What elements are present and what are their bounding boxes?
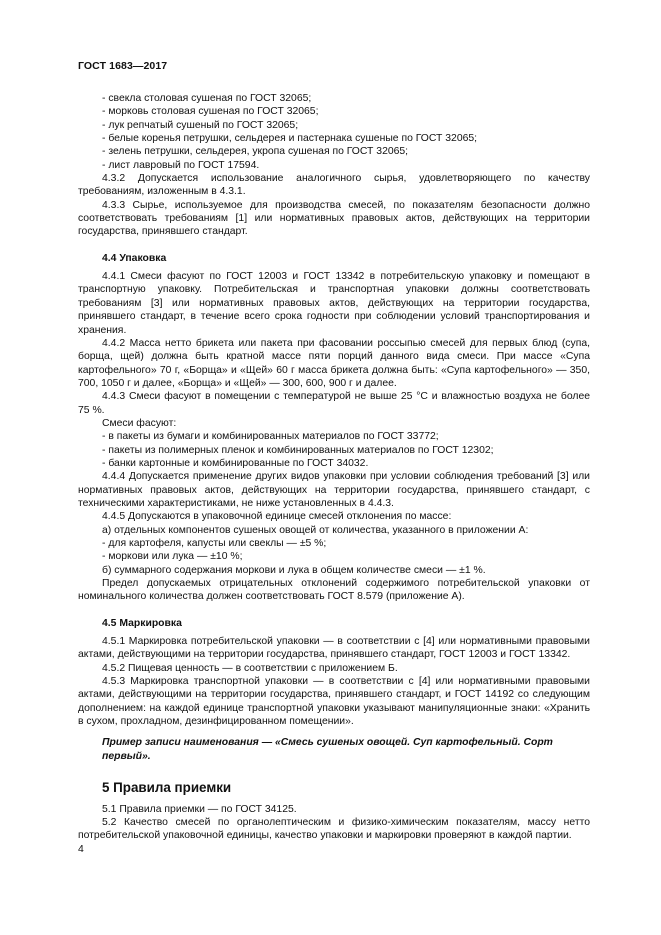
section-heading-4-5: 4.5 Маркировка xyxy=(102,617,182,629)
clause-5-1: 5.1 Правила приемки — по ГОСТ 34125. xyxy=(102,803,297,815)
list-item: - в пакеты из бумаги и комбинированных материалов по ГОСТ 33772; xyxy=(102,431,439,443)
clause-4-4-1: 4.4.1 Смеси фасуют по ГОСТ 12003 и ГОСТ 13342 в потребительскую упаковку и помещают в транспортную упаковку. Потребительская и транспортная упаковки должны соответствовать требованиям [3] или нормативных правовых актов, действующих на территории государства, принявшего стандарт, в течение всего срока годности при соблюдении условий транспортирования и хранения. xyxy=(78,271,590,336)
list-item: - морковь столовая сушеная по ГОСТ 32065; xyxy=(102,106,319,118)
running-header: ГОСТ 1683—2017 xyxy=(78,60,168,72)
paragraph: Смеси фасуют: xyxy=(102,417,177,429)
clause-4-3-2: 4.3.2 Допускается использование аналогичного сырья, удовлетворяющего по качеству требованиям, изложенным в 4.3.1. xyxy=(78,173,590,198)
list-item: - банки картонные и комбинированные по ГОСТ 34032. xyxy=(102,457,369,469)
list-item: - зелень петрушки, сельдерея, укропа сушеная по ГОСТ 32065; xyxy=(102,146,409,158)
clause-4-4-2: 4.4.2 Масса нетто брикета или пакета при фасовании россыпью смесей для первых блюд (супа, борща, щей) должна быть кратной массе пяти порций данного вида смеси. При массе «Супа картофельного» 70 г, «Борща» и «Щей» 60 г масса брикета должна быть: «Супа картофельного» — 350, 700, 1050 г и далее, «Борща» и «Щей» — 300, 600, 900 г и далее. xyxy=(78,337,590,389)
list-item: - белые коренья петрушки, сельдерея и пастернака сушеные по ГОСТ 32065; xyxy=(102,133,478,145)
list-item: - свекла столовая сушеная по ГОСТ 32065; xyxy=(102,93,312,104)
example-note: Пример записи наименования — «Смесь сушеных овощей. Суп картофельный. Сорт первый». xyxy=(102,737,553,762)
clause-5-2: 5.2 Качество смесей по органолептическим и физико-химическим показателям, массу нетто потребительской упаковочной единицы, качество упаковки и маркировки проверяют в каждой партии. xyxy=(78,816,590,842)
clause-4-4-4: 4.4.4 Допускается применение других видов упаковки при условии соблюдения требований [3] или нормативных правовых актов, действующих на территории государства, принявшего стандарт, с техническими характеристиками, не ниже установленных в 4.4.3. xyxy=(78,471,590,509)
clause-4-3-3: 4.3.3 Сырье, используемое для производства смесей, по показателям безопасности должно соответствовать требованиям [1] или нормативных правовых актов, действующих на территории государства, принявшего стандарт. xyxy=(78,199,590,238)
document-body xyxy=(78,92,590,843)
list-item: - лист лавровый по ГОСТ 17594. xyxy=(102,159,260,171)
clause-4-5-1: 4.5.1 Маркировка потребительской упаковки — в соответствии с [4] или нормативными правовыми актами, действующими на территории государства, принявшего стандарт, ГОСТ 12003 и ГОСТ 13342. xyxy=(78,636,590,661)
list-item: - лук репчатый сушеный по ГОСТ 32065; xyxy=(102,119,299,131)
section-heading-4-4: 4.4 Упаковка xyxy=(102,252,167,264)
list-item: а) отдельных компонентов сушеных овощей от количества, указанного в приложении А: xyxy=(102,524,529,536)
paragraph: Предел допускаемых отрицательных отклонений содержимого потребительской упаковки от номинального количества должен соответствовать ГОСТ 8.579 (приложение А). xyxy=(78,578,590,603)
list-item: - для картофеля, капусты или свеклы — ±5 %; xyxy=(102,538,327,549)
clause-4-5-2: 4.5.2 Пищевая ценность — в соответствии с приложением Б. xyxy=(102,662,398,674)
clause-4-4-3: 4.4.3 Смеси фасуют в помещении с температурой не выше 25 °С и влажностью воздуха не более 75 %. xyxy=(78,391,590,416)
page-number: 4 xyxy=(78,844,84,855)
section-heading-5: 5 Правила приемки xyxy=(102,780,232,796)
list-item: - моркови или лука — ±10 %; xyxy=(102,551,243,563)
clause-4-5-3: 4.5.3 Маркировка транспортной упаковки — в соответствии с [4] или нормативными правовыми актами, действующими на территории государства, принявшего стандарт, и ГОСТ 14192 со следующим дополнением: на каждой единице транспортной упаковки указывают манипуляционные знаки: «Хранить в сухом, прохладном, дезинфицированном помещении». xyxy=(78,676,590,728)
list-item: б) суммарного содержания моркови и лука в общем количестве смеси — ±1 %. xyxy=(102,564,486,576)
list-item: - пакеты из полимерных пленок и комбинированных материалов по ГОСТ 12302; xyxy=(102,444,494,456)
clause-4-4-5: 4.4.5 Допускаются в упаковочной единице смесей отклонения по массе: xyxy=(102,511,452,523)
